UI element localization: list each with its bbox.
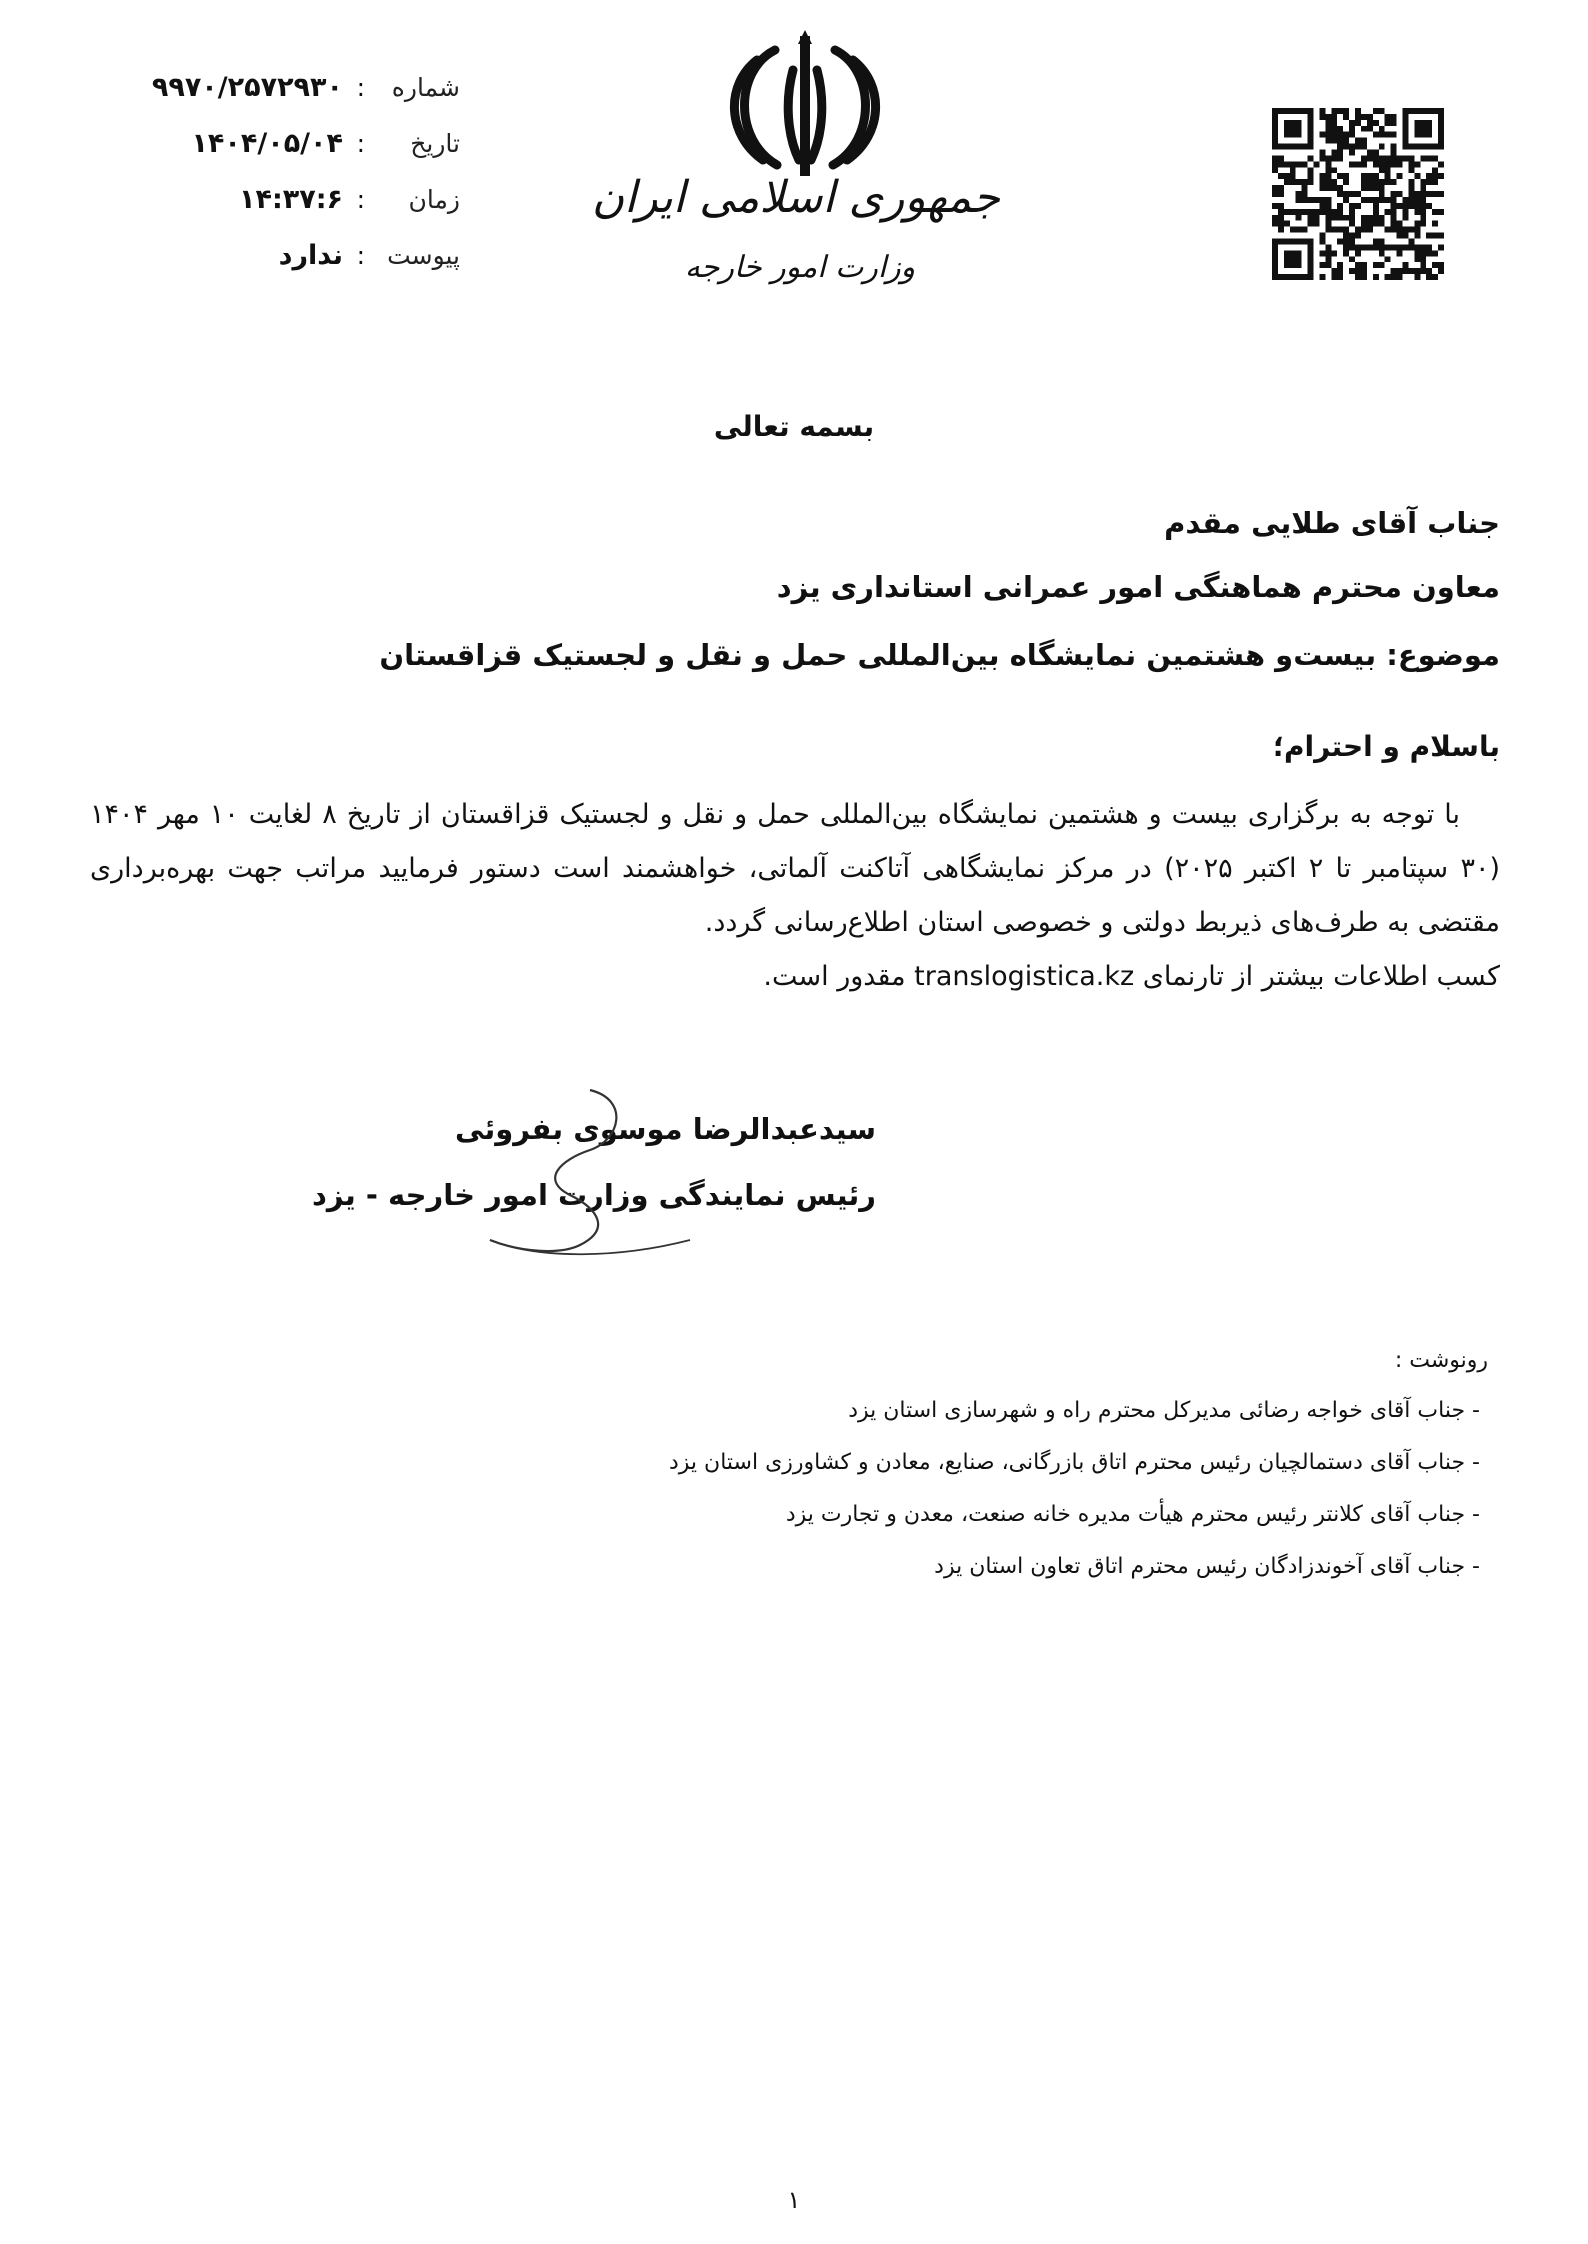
meta-label: تاریخ [410,129,460,158]
meta-value: ندارد [278,240,343,271]
meta-row-number [140,72,460,128]
cc-item: - جناب آقای دستمالچیان رئیس محترم اتاق بازرگانی، صنایع، معادن و کشاورزی استان یزد [668,1450,1480,1475]
meta-colon: : [356,241,365,270]
body-paragraph: با توجه به برگزاری بیست و هشتمین نمایشگاه بین‌المللی حمل و نقل و لجستیک قزاقستان از تاریخ ۸ لغایت ۱۰ مهر ۱۴۰۴ (۳۰ سپتامبر تا ۲ اکتبر ۲۰۲۵) در مرکز نمایشگاهی آتاکنت آلماتی، خواهشمند است دستور فرمایید مراتب جهت بهره‌برداری مقتضی به طرف‌های ذیربط دولتی و خصوصی استان اطلاع‌رسانی گردد. [90,799,1500,938]
meta-label: پیوست [387,241,460,270]
page-number: ۱ [787,2186,801,2214]
signatory-name: سیدعبدالرضا موسوی بفروئی [455,1112,876,1146]
meta-label: شماره [391,73,460,102]
meta-colon: : [356,73,365,102]
cc-title: رونوشت : [1394,1348,1488,1373]
meta-label: زمان [408,185,460,214]
body-more-info: کسب اطلاعات بیشتر از تارنمای translogistica.kz مقدور است. [763,961,1500,992]
meta-value: ۹۹۷۰/۲۵۷۲۹۳۰ [151,72,343,103]
meta-colon: : [356,129,365,158]
meta-row-date [140,128,460,184]
emblem-subtitle: وزارت امور خارجه [684,250,916,285]
cc-item: - جناب آقای کلانتر رئیس محترم هیأت مدیره خانه صنعت، معدن و تجارت یزد [785,1502,1480,1527]
letter-subject: موضوع: بیست‌و هشتمین نمایشگاه بین‌المللی حمل و نقل و لجستیک قزاقستان [379,638,1500,672]
meta-value: ۱۴۰۴/۰۵/۰۴ [191,128,343,159]
qr-code-icon [1272,108,1444,280]
meta-row-attachment [140,240,460,296]
emblem-title: جمهوری اسلامی ایران [591,172,1000,223]
cc-list [380,1398,1480,1606]
greeting: باسلام و احترام؛ [1272,730,1500,763]
cc-item: - جناب آقای آخوندزادگان رئیس محترم اتاق تعاون استان یزد [934,1554,1480,1579]
iran-emblem-icon [715,30,895,180]
meta-value: ۱۴:۳۷:۶ [239,184,343,215]
meta-colon: : [356,185,365,214]
meta-row-time [140,184,460,240]
handwritten-signature-icon [480,1080,700,1270]
signatory-title: رئیس نمایندگی وزارت امور خارجه - یزد [312,1178,876,1212]
cc-item: - جناب آقای خواجه رضائی مدیرکل محترم راه و شهرسازی استان یزد [848,1398,1480,1423]
recipient-name: جناب آقای طلایی مقدم [1164,506,1500,540]
recipient-title: معاون محترم هماهنگی امور عمرانی استانداری یزد [776,570,1500,604]
letter-meta [140,72,460,296]
invocation: بسمه تعالی [713,410,875,443]
letter-body [90,788,1500,1004]
